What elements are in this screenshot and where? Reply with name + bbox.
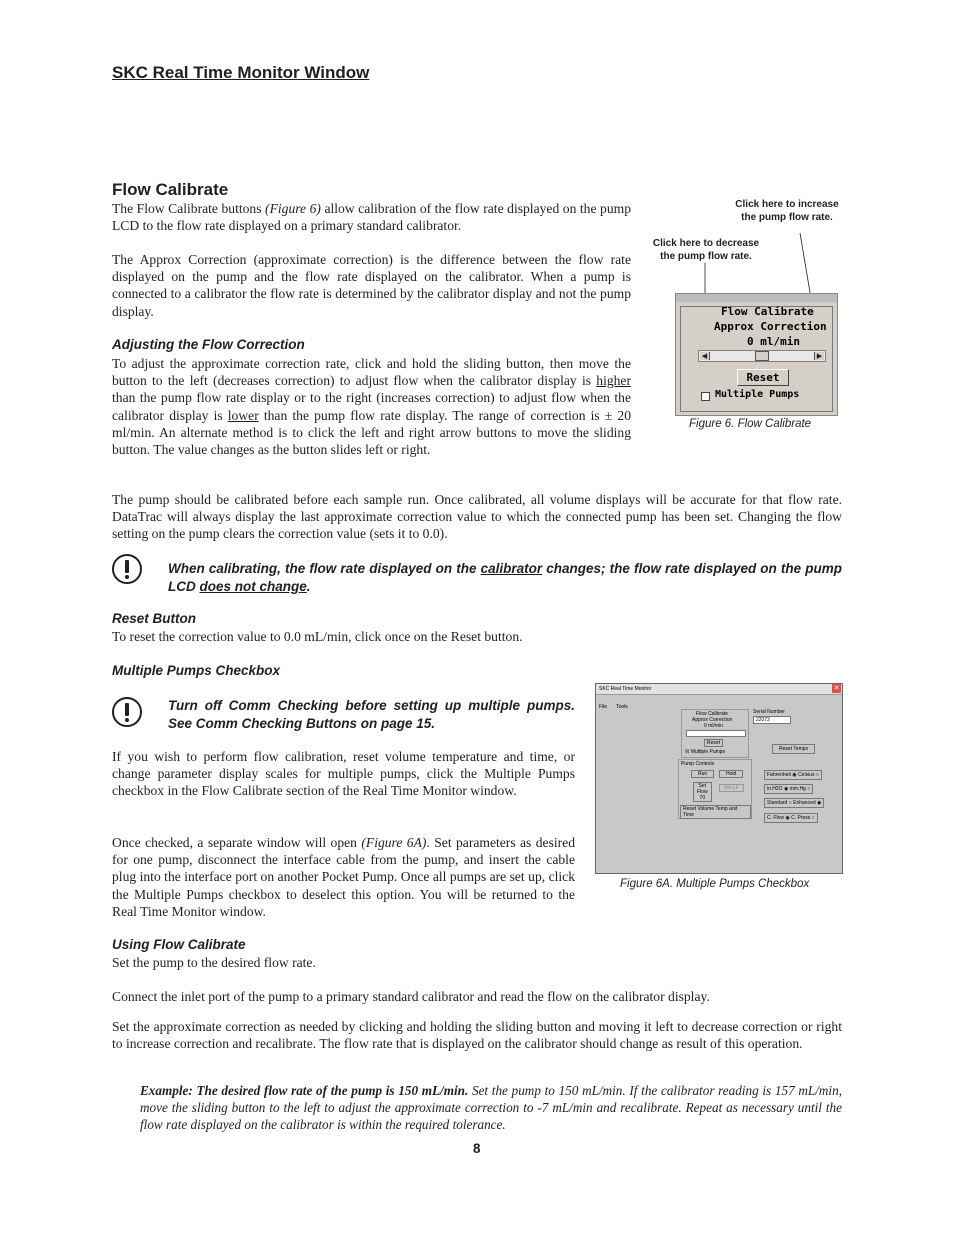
- mini-multiple-pumps[interactable]: ☒ Multiple Pumps: [685, 749, 726, 755]
- paragraph-reset: To reset the correction value to 0.0 mL/min, click once on the Reset button.: [112, 629, 523, 644]
- approx-correction-label: Approx Correction: [714, 320, 827, 333]
- paragraph-approx-correction: The Approx Correction (approximate correction) is the difference between the flow rate displayed on the pump and the flow rate displayed on the calibrator. When a pump is connected to a calibrator the flow rate is determined by the calibrator display and not the pump display.: [112, 252, 631, 319]
- mode-radios[interactable]: Standard ○ Enhanced ◉: [764, 798, 824, 808]
- note-calibrating: When calibrating, the flow rate displayed on the calibrator changes; the flow rate displayed on the pump LCD does not change.: [168, 561, 842, 594]
- mini-set-lf-button[interactable]: Set LF: [719, 784, 744, 792]
- figure-top-strip: [676, 294, 837, 302]
- close-icon[interactable]: ✕: [833, 684, 840, 692]
- note-comm-checking: Turn off Comm Checking before setting up multiple pumps. See Comm Checking Buttons on page 15.: [168, 698, 575, 731]
- slider-left-arrow-icon[interactable]: ◀: [700, 352, 710, 360]
- mini-reset-button[interactable]: Reset: [704, 739, 723, 747]
- subheading-adjusting: Adjusting the Flow Correction: [112, 337, 305, 352]
- slider-thumb[interactable]: [755, 351, 769, 361]
- multiple-pumps-label: Multiple Pumps: [715, 389, 800, 400]
- serial-label: Serial Number: [753, 709, 785, 715]
- menu-tools[interactable]: Tools: [616, 704, 628, 710]
- window-titlebar: [596, 684, 842, 695]
- mini-run-button[interactable]: Run: [691, 770, 714, 778]
- serial-number-group: [753, 709, 791, 727]
- mini-hold-button[interactable]: Hold: [719, 770, 743, 778]
- approx-correction-value: 0 ml/min: [747, 335, 800, 348]
- real-time-monitor-window: [595, 683, 843, 874]
- callout-increase: Click here to increase the pump flow rate.: [735, 199, 839, 223]
- slider-right-arrow-icon[interactable]: ▶: [814, 352, 824, 360]
- mini-slider[interactable]: [686, 730, 746, 737]
- paragraph-using-2: Connect the inlet port of the pump to a primary standard calibrator and read the flow on the calibrator display.: [112, 989, 710, 1004]
- paragraph-multiple-pumps-2: Once checked, a separate window will open (Figure 6A). Set parameters as desired for one pump, disconnect the interface cable from the pump, and insert the cable plug into the interface port on another Pocket Pump. Once all pumps are set up, click the Multiple Pumps checkbox to deselect this option. You will be returned to the Real Time Monitor window.: [112, 835, 576, 919]
- comm-radios[interactable]: C. Flow ◉ C. Press ○: [764, 813, 818, 823]
- paragraph-using-1: Set the pump to the desired flow rate.: [112, 955, 316, 970]
- page-number: 8: [473, 1141, 481, 1156]
- mini-set-flow-button[interactable]: Set Flow 70: [693, 782, 712, 802]
- warning-exclamation-icon: [112, 554, 142, 584]
- pressure-unit-radios[interactable]: in.H2O ◉ mm.Hg ○: [764, 784, 813, 794]
- mini-approx-label: Approx Correction: [692, 717, 733, 723]
- subheading-reset-button: Reset Button: [112, 611, 196, 626]
- reset-button[interactable]: Reset: [737, 369, 789, 386]
- pump-controls-group: [678, 759, 752, 819]
- serial-value: 22072: [753, 716, 791, 724]
- paragraph-using-3: Set the approximate correction as needed by clicking and holding the sliding button and moving it left to decrease correction or right to increase correction and recalibrate. The flow rate that is displayed on the calibrator should change as result of this operation.: [112, 1019, 842, 1052]
- subheading-using-flow-calibrate: Using Flow Calibrate: [112, 937, 246, 952]
- mini-approx-value: 0 ml/min: [704, 723, 723, 729]
- callout-decrease: Click here to decrease the pump flow rate.: [652, 238, 760, 262]
- subheading-multiple-pumps: Multiple Pumps Checkbox: [112, 663, 281, 678]
- section-heading-flow-calibrate: Flow Calibrate: [112, 180, 229, 199]
- flow-calibrate-figure: [675, 293, 838, 416]
- flow-calibrate-group: [680, 306, 833, 412]
- page-header-title: SKC Real Time Monitor Window: [112, 63, 370, 82]
- flow-calibrate-group-title: Flow Calibrate: [721, 305, 814, 318]
- mini-reset-temps-button[interactable]: Reset Temps: [772, 744, 815, 754]
- pump-controls-title: Pump Controls: [681, 761, 715, 767]
- paragraph-calibrate-each-run: The pump should be calibrated before each sample run. Once calibrated, all volume displays will be accurate for that flow rate. DataTrac will always display the last approximate correction value to which the connected pump has been set. Changing the flow setting on the pump clears the correction value (sets it to 0.0).: [112, 492, 842, 542]
- paragraph-example: Example: The desired flow rate of the pump is 150 mL/min. Set the pump to 150 mL/min. If the calibrator reading is 157 mL/min, move the sliding button to the left to adjust the approximate correction to -7 mL/min and recalibrate. Repeat as necessary until the flow rate displayed on the calibrator is within the required tolerance.: [140, 1083, 842, 1133]
- paragraph-multiple-pumps-1: If you wish to perform flow calibration, reset volume temperature and time, or change parameter display scales for multiple pumps, click the Multiple Pumps checkbox in the Flow Calibrate section of the Real Time Monitor window.: [112, 749, 575, 799]
- paragraph-flow-calibrate-intro: The Flow Calibrate buttons (Figure 6) allow calibration of the flow rate displayed on the pump LCD to the flow rate displayed on a primary standard calibrator.: [112, 201, 631, 234]
- menu-bar: [599, 695, 628, 713]
- mini-flow-calibrate-group: [681, 709, 749, 758]
- mini-flow-calibrate-title: Flow Calibrate: [696, 711, 728, 717]
- warning-exclamation-icon-2: [112, 697, 142, 727]
- figure6a-caption: Figure 6A. Multiple Pumps Checkbox: [620, 878, 810, 890]
- correction-slider[interactable]: [698, 350, 826, 362]
- mini-reset-vtt-button[interactable]: Reset Volume Temp and Time: [680, 805, 751, 819]
- multiple-pumps-checkbox[interactable]: [701, 392, 710, 401]
- menu-file[interactable]: File: [599, 704, 608, 710]
- temp-unit-radios[interactable]: Fahrenheit ◉ Celsius ○: [764, 770, 822, 780]
- window-title: SKC Real Time Monitor: [599, 686, 652, 692]
- figure6-caption: Figure 6. Flow Calibrate: [689, 418, 812, 430]
- paragraph-adjusting: To adjust the approximate correction rate, click and hold the sliding button, then move the button to the left (decreases correction) to adjust flow when the calibrator display is higher than the pump flow rate display or to the right (increases correction) to adjust flow when the calibrator display is lower than the pump flow rate display. The range of correction is ± 20 ml/min. An alternate method is to click the left and right arrow buttons to move the sliding button. The value changes as the button slides left or right.: [112, 356, 631, 458]
